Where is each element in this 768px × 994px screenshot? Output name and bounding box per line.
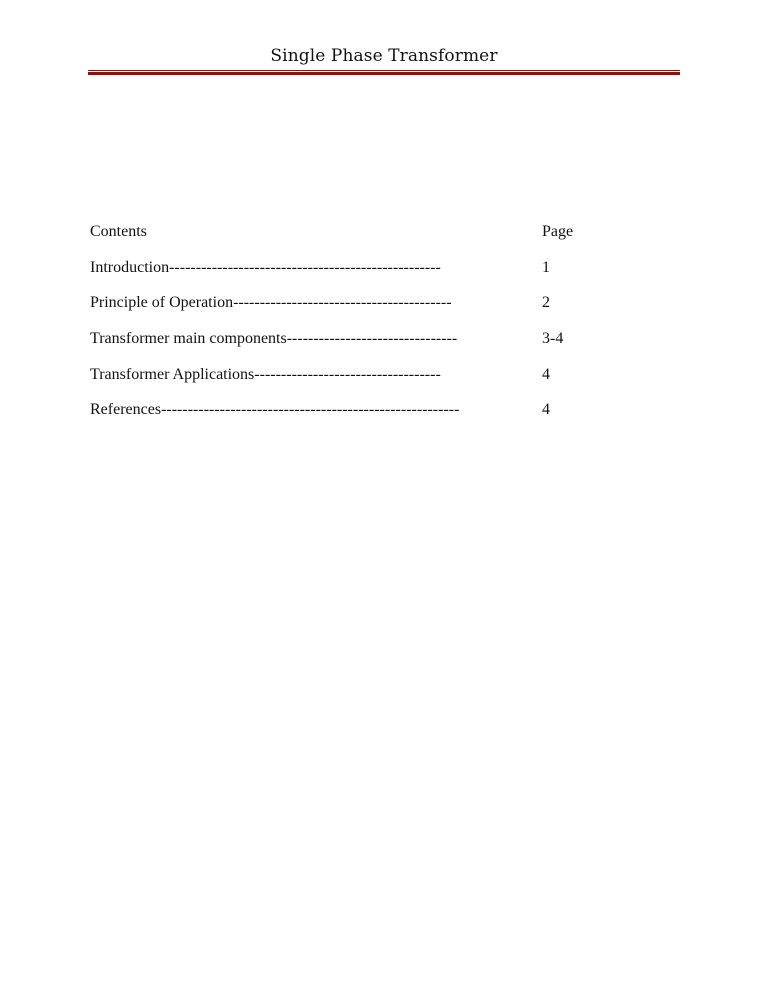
toc-entry-page: 4 [542,401,550,418]
header-divider-thin [88,70,680,71]
toc-heading-row [90,221,590,243]
toc-entry-row [90,292,590,314]
toc-entry-row [90,399,590,421]
toc-entry-text: Introduction--------------------------------------------------- [90,259,441,276]
toc-entry-text: Transformer Applications----------------------------------- [90,366,441,383]
toc-entry-row [90,257,590,279]
toc-entry-row [90,364,590,386]
toc-entry-page: 4 [542,366,550,383]
toc-entry-page: 1 [542,259,550,276]
toc-heading-label: Contents [90,223,147,240]
toc-entry-page: 2 [542,294,550,311]
toc-entry-row [90,328,590,350]
toc-entry-text: Principle of Operation----------------------------------------- [90,294,452,311]
header-divider-thick [88,72,680,75]
document-header-title: Single Phase Transformer [270,46,498,66]
toc-page-column-label: Page [542,223,574,240]
toc-entry-page: 3-4 [542,330,564,347]
toc-entry-text: References-------------------------------------------------------- [90,401,460,418]
toc-entry-text: Transformer main components-------------------------------- [90,330,458,347]
